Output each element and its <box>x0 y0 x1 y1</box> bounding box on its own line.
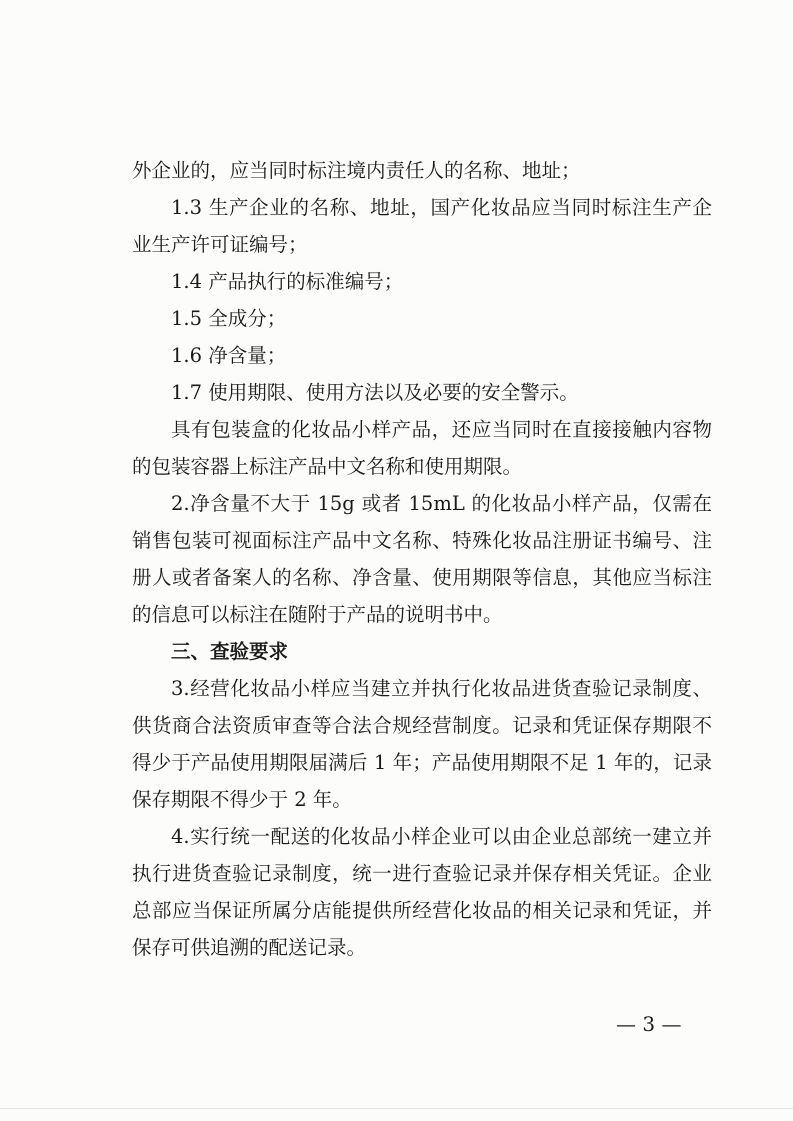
paragraph-1-6: 1.6 净含量； <box>171 344 287 367</box>
section-heading: 三、查验要求 <box>171 640 289 663</box>
paragraph-4: 4.实行统一配送的化妆品小样企业可以由企业总部统一建立并执行进货查验记录制度，统一进行查验记录并保存相关凭证。企业总部应当保证所属分店能提供所经营化妆品的相关记录和凭证，并保存可供追溯的配送记录。 <box>132 825 712 959</box>
paragraph-1-5: 1.5 全成分； <box>171 307 287 330</box>
paragraph-2: 2.净含量不大于 15g 或者 15mL 的化妆品小样产品，仅需在销售包装可视面标注产品中文名称、特殊化妆品注册证书编号、注册人或者备案人的名称、净含量、使用期限等信息，其他应当标注的信息可以标注在随附于产品的说明书中。 <box>132 492 712 626</box>
paragraph-3: 3.经营化妆品小样应当建立并执行化妆品进货查验记录制度、供货商合法资质审查等合法合规经营制度。记录和凭证保存期限不得少于产品使用期限届满后 1 年；产品使用期限不足 1 年的，记录保存期限不得少于 2 年。 <box>132 677 712 811</box>
paragraph-continuation: 外企业的，应当同时标注境内责任人的名称、地址； <box>132 159 581 182</box>
paragraph-1-4: 1.4 产品执行的标准编号； <box>171 270 404 293</box>
paragraph-1-7: 1.7 使用期限、使用方法以及必要的安全警示。 <box>171 381 579 404</box>
paragraph-packaging-box: 具有包装盒的化妆品小样产品，还应当同时在直接接触内容物的包装容器上标注产品中文名称和使用期限。 <box>132 418 712 478</box>
paragraph-1-3: 1.3 生产企业的名称、地址，国产化妆品应当同时标注生产企业生产许可证编号； <box>132 196 712 256</box>
body-text <box>132 152 712 966</box>
page-edge-divider <box>0 1108 793 1109</box>
page-number: — 3 — <box>616 1012 682 1036</box>
